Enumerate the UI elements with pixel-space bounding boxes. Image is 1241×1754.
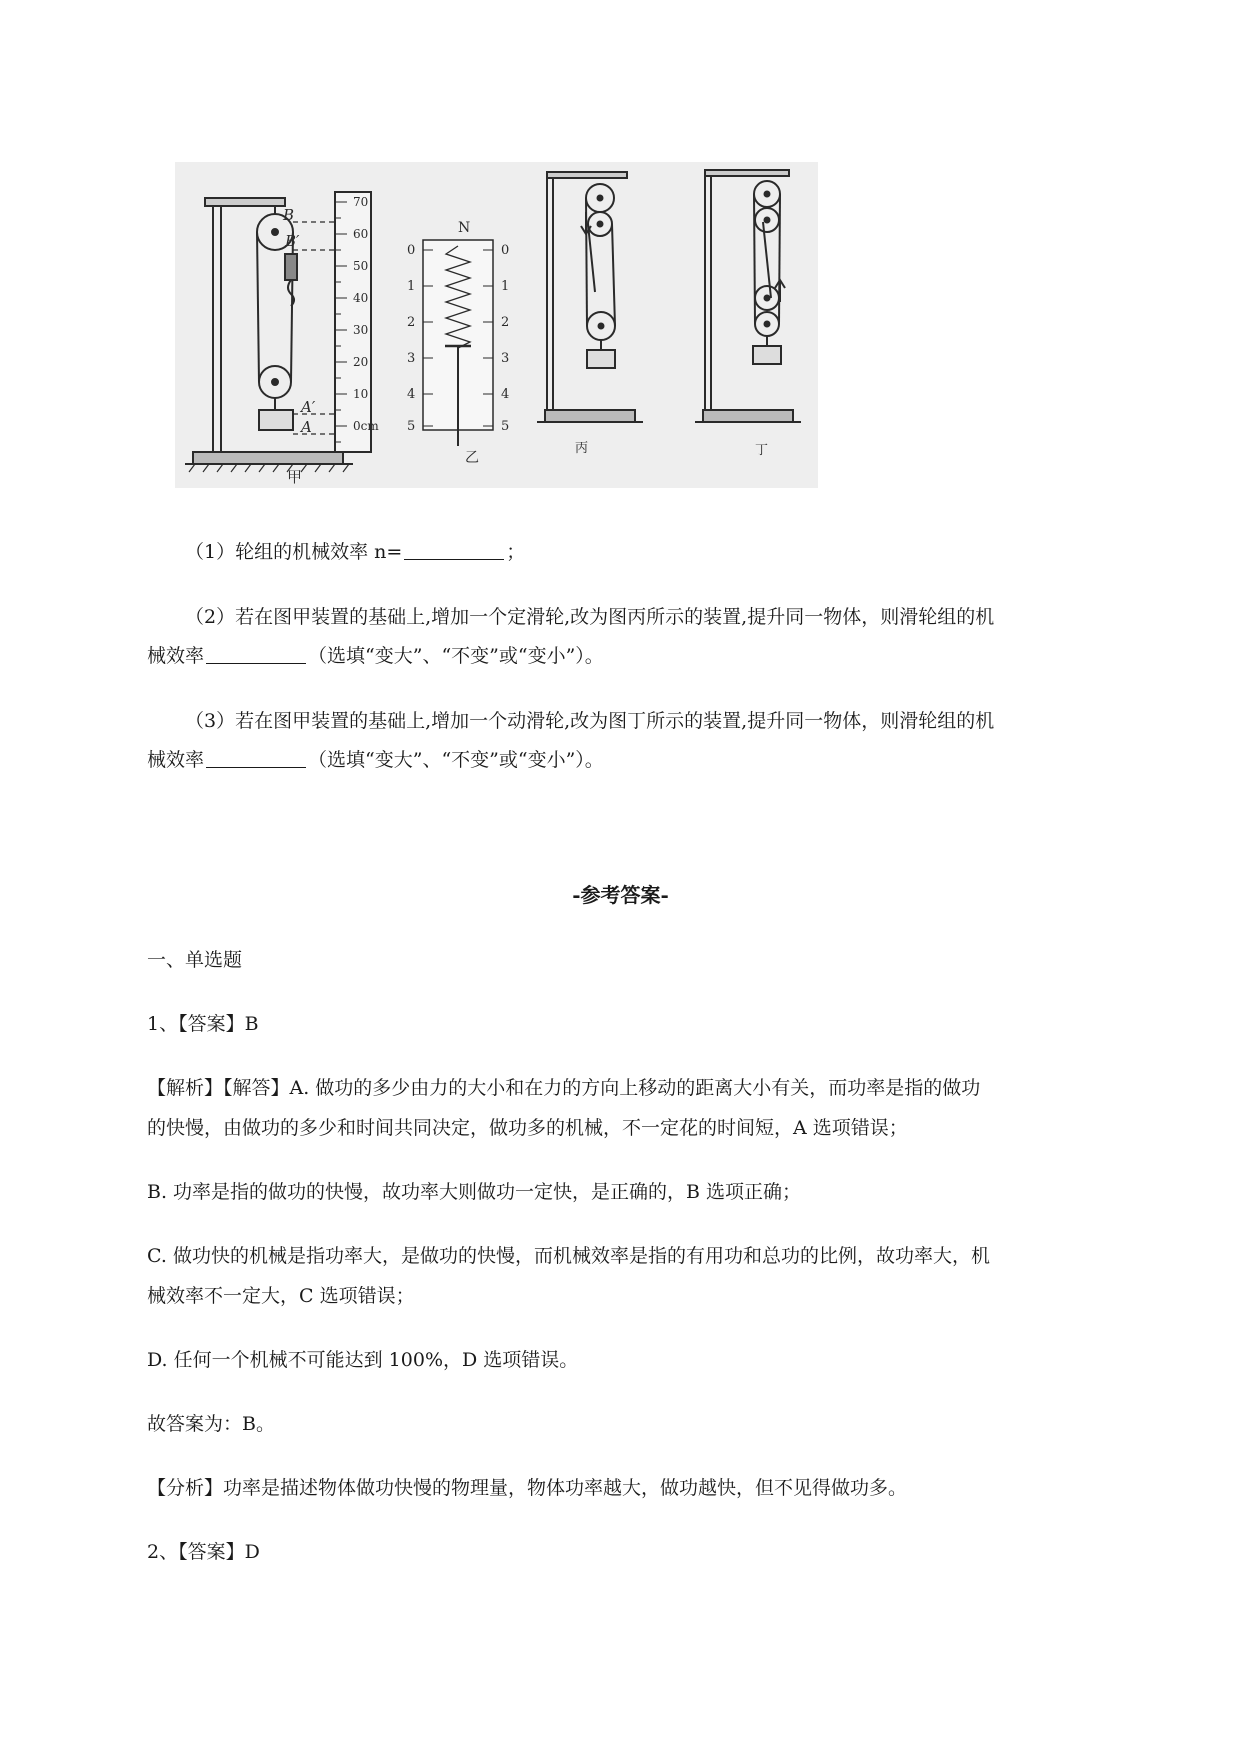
question-2-end: （选填“变大”、“不变”或“变小”）。 (308, 645, 604, 667)
question-2-line-2 (147, 641, 1147, 671)
answer-1-label: 1、【答案】B (147, 1013, 259, 1035)
spring-tick-left: 3 (407, 351, 416, 366)
question-1-text: （1）轮组的机械效率 n= (185, 541, 403, 563)
question-2-line-1: （2）若在图甲装置的基础上,增加一个定滑轮,改为图丙所示的装置,提升同一物体，则滑轮组的机 (185, 606, 995, 628)
spring-tick-right: 2 (501, 315, 510, 330)
question-1 (185, 537, 1185, 567)
spring-tick-left: 1 (407, 279, 416, 294)
answer-1-option-b: B. 功率是指的做功的快慢，故功率大则做功一定快，是正确的，B 选项正确； (147, 1181, 802, 1203)
question-3-text: 械效率 (147, 749, 205, 771)
ruler-tick: 30 (353, 323, 369, 337)
answer-1-analysis: 【分析】功率是描述物体做功快慢的物理量，物体功率越大，做功越快，但不见得做功多。 (147, 1477, 908, 1499)
label-B-prime: B′ (285, 232, 300, 250)
spring-tick-right: 4 (501, 387, 510, 402)
ruler-tick: 60 (353, 227, 369, 241)
ruler-tick: 0cm (353, 419, 379, 433)
answer-1-option-c-line-2: 械效率不一定大，C 选项错误； (147, 1285, 415, 1307)
answer-blank-2[interactable] (206, 643, 306, 664)
spring-tick-left: 4 (407, 387, 416, 402)
ruler-tick: 20 (353, 355, 369, 369)
spring-tick-right: 5 (501, 419, 510, 434)
diagram-bing (537, 172, 643, 456)
label-bing: 丙 (575, 441, 589, 456)
label-ding: 丁 (755, 443, 769, 458)
answer-1-option-c-line-1: C. 做功快的机械是指功率大，是做功的快慢，而机械效率是指的有用功和总功的比例，故功率大，机 (147, 1245, 990, 1267)
label-A-prime: A′ (301, 398, 316, 416)
pulley-diagram (175, 162, 818, 488)
spring-tick-right: 1 (501, 279, 510, 294)
label-B: B (283, 206, 295, 224)
ruler-tick: 50 (353, 259, 369, 273)
answer-blank-3[interactable] (206, 747, 306, 768)
label-A: A (301, 418, 312, 436)
ruler-tick: 10 (353, 387, 369, 401)
section-heading: 一、单选题 (147, 949, 243, 971)
question-3-end: （选填“变大”、“不变”或“变小”）。 (308, 749, 604, 771)
spring-tick-left: 5 (407, 419, 416, 434)
question-2-text: 械效率 (147, 645, 205, 667)
question-3-line-1: （3）若在图甲装置的基础上,增加一个动滑轮,改为图丁所示的装置,提升同一物体，则滑轮组的机 (185, 710, 995, 732)
spring-tick-left: 2 (407, 315, 416, 330)
ruler-tick: 70 (353, 195, 369, 209)
answer-1-conclusion: 故答案为：B。 (147, 1413, 275, 1435)
answer-2-label: 2、【答案】D (147, 1541, 260, 1563)
spring-tick-right: 3 (501, 351, 510, 366)
question-1-end: ； (506, 541, 526, 563)
label-yi: 乙 (465, 450, 479, 466)
spring-tick-left: 0 (407, 243, 416, 258)
ruler-tick: 40 (353, 291, 369, 305)
pulley-experiment-figure (175, 162, 818, 488)
question-3-line-2 (147, 745, 1147, 775)
spring-tick-right: 0 (501, 243, 510, 258)
diagram-jia (185, 192, 379, 486)
diagram-yi (407, 220, 509, 466)
answer-1-option-d: D. 任何一个机械不可能达到 100%，D 选项错误。 (147, 1349, 579, 1371)
answer-1-explanation-line-1: 【解析】【解答】A. 做功的多少由力的大小和在力的方向上移动的距离大小有关，而功率是指的做功 (147, 1077, 981, 1099)
label-N: N (458, 220, 471, 236)
answer-blank-1[interactable] (404, 539, 504, 560)
diagram-ding (695, 170, 801, 458)
answers-title: -参考答案- (572, 883, 669, 907)
answer-1-explanation-line-2: 的快慢，由做功的多少和时间共同决定，做功多的机械，不一定花的时间短，A 选项错误； (147, 1117, 908, 1139)
label-jia: 甲 (287, 468, 303, 486)
